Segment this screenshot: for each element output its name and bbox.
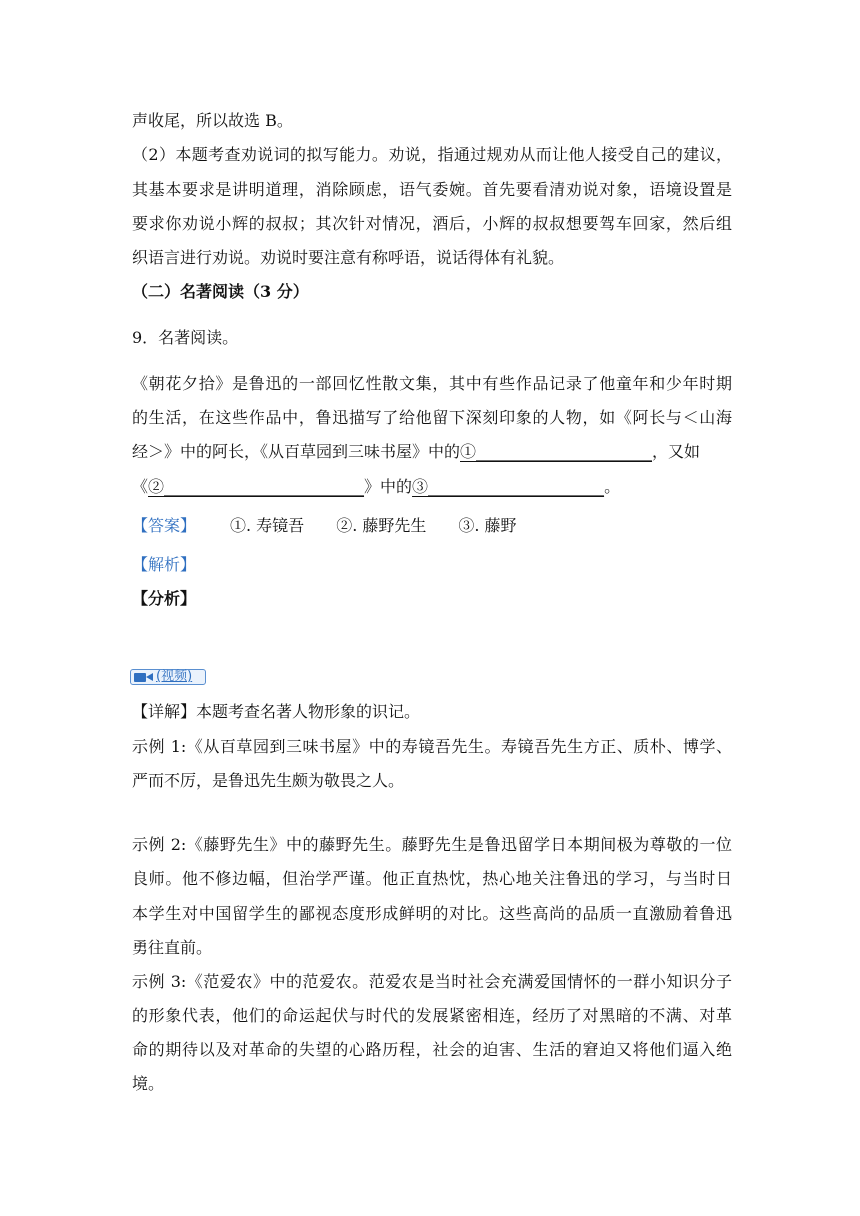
section-heading: （二）名著阅读（3 分） [132, 282, 309, 301]
detail-line: 良师。他不修边幅，但治学严谨。他正直热忱，热心地关注鲁迅的学习，与当时日 [132, 869, 732, 888]
stem-text: 经＞》中的阿长，《从百草园到三味书屋》中的 [132, 442, 461, 461]
question-title: 9．名著阅读。 [132, 328, 239, 347]
detail-line: 本学生对中国留学生的鄙视态度形成鲜明的对比。这些高尚的品质一直激励着鲁迅 [132, 904, 732, 923]
text-line: 要求你劝说小辉的叔叔；其次针对情况，酒后，小辉的叔叔想要驾车回家，然后组 [132, 214, 732, 233]
video-label: (视频) [156, 669, 193, 684]
detail-line: 勇往直前。 [132, 938, 213, 957]
detail-line: 严而不厉，是鲁迅先生颇为敬畏之人。 [132, 771, 405, 790]
text-line: 织语言进行劝说。劝说时要注意有称呼语，说话得体有礼貌。 [132, 248, 565, 267]
detail-line: 示例 3:《范爱农》中的范爱农。范爱农是当时社会充满爱国情怀的一群小知识分子 [132, 972, 732, 991]
question-stem-line [132, 477, 732, 497]
stem-text: ，又如 [652, 442, 701, 461]
answer-row [132, 516, 732, 536]
question-stem-line: 的生活，在这些作品中，鲁迅描写了给他留下深刻印象的人物，如《阿长与＜山海 [132, 408, 732, 427]
detail-line: 示例 1:《从百草园到三味书屋》中的寿镜吾先生。寿镜吾先生方正、质朴、博学、 [132, 737, 732, 756]
answer-item: ③. 藤野 [458, 516, 517, 535]
detail-line: 示例 2:《藤野先生》中的藤野先生。藤野先生是鲁迅留学日本期间极为尊敬的一位 [132, 835, 732, 854]
stem-text: 《 [132, 477, 149, 496]
question-stem-line: 《朝花夕拾》是鲁迅的一部回忆性散文集，其中有些作品记录了他童年和少年时期 [132, 374, 732, 393]
stem-text: 。 [604, 477, 621, 496]
text-line: （2）本题考查劝说词的拟写能力。劝说，指通过规劝从而让他人接受自己的建议， [132, 145, 732, 164]
answer-item: ②. 藤野先生 [336, 516, 427, 535]
text-line: 其基本要求是讲明道理，消除顾虑，语气委婉。首先要看清劝说对象，语境设置是 [132, 180, 732, 199]
detail-line: 命的期待以及对革命的失望的心路历程，社会的迫害、生活的窘迫又将他们逼入绝 [132, 1040, 732, 1059]
question-stem-line [132, 442, 732, 462]
answer-blank-2: ②_________________________ [148, 477, 365, 496]
video-link[interactable] [130, 669, 206, 685]
video-camera-icon [134, 671, 156, 683]
text-line: 声收尾，所以故选 B。 [132, 111, 293, 130]
answer-blank-3: ③______________________ [412, 477, 605, 496]
analysis-label: 【解析】 [132, 555, 197, 574]
answer-label: 【答案】 [132, 516, 197, 535]
detail-line: 境。 [132, 1074, 165, 1093]
answer-item: ①. 寿镜吾 [230, 516, 305, 535]
detail-line: 的形象代表，他们的命运起伏与时代的发展紧密相连，经历了对黑暗的不满、对革 [132, 1006, 732, 1025]
answer-blank-1: ①______________________ [460, 442, 653, 461]
fenxi-label: 【分析】 [132, 589, 197, 608]
detail-line: 【详解】本题考查名著人物形象的识记。 [132, 702, 421, 721]
stem-text: 》中的 [364, 477, 413, 496]
